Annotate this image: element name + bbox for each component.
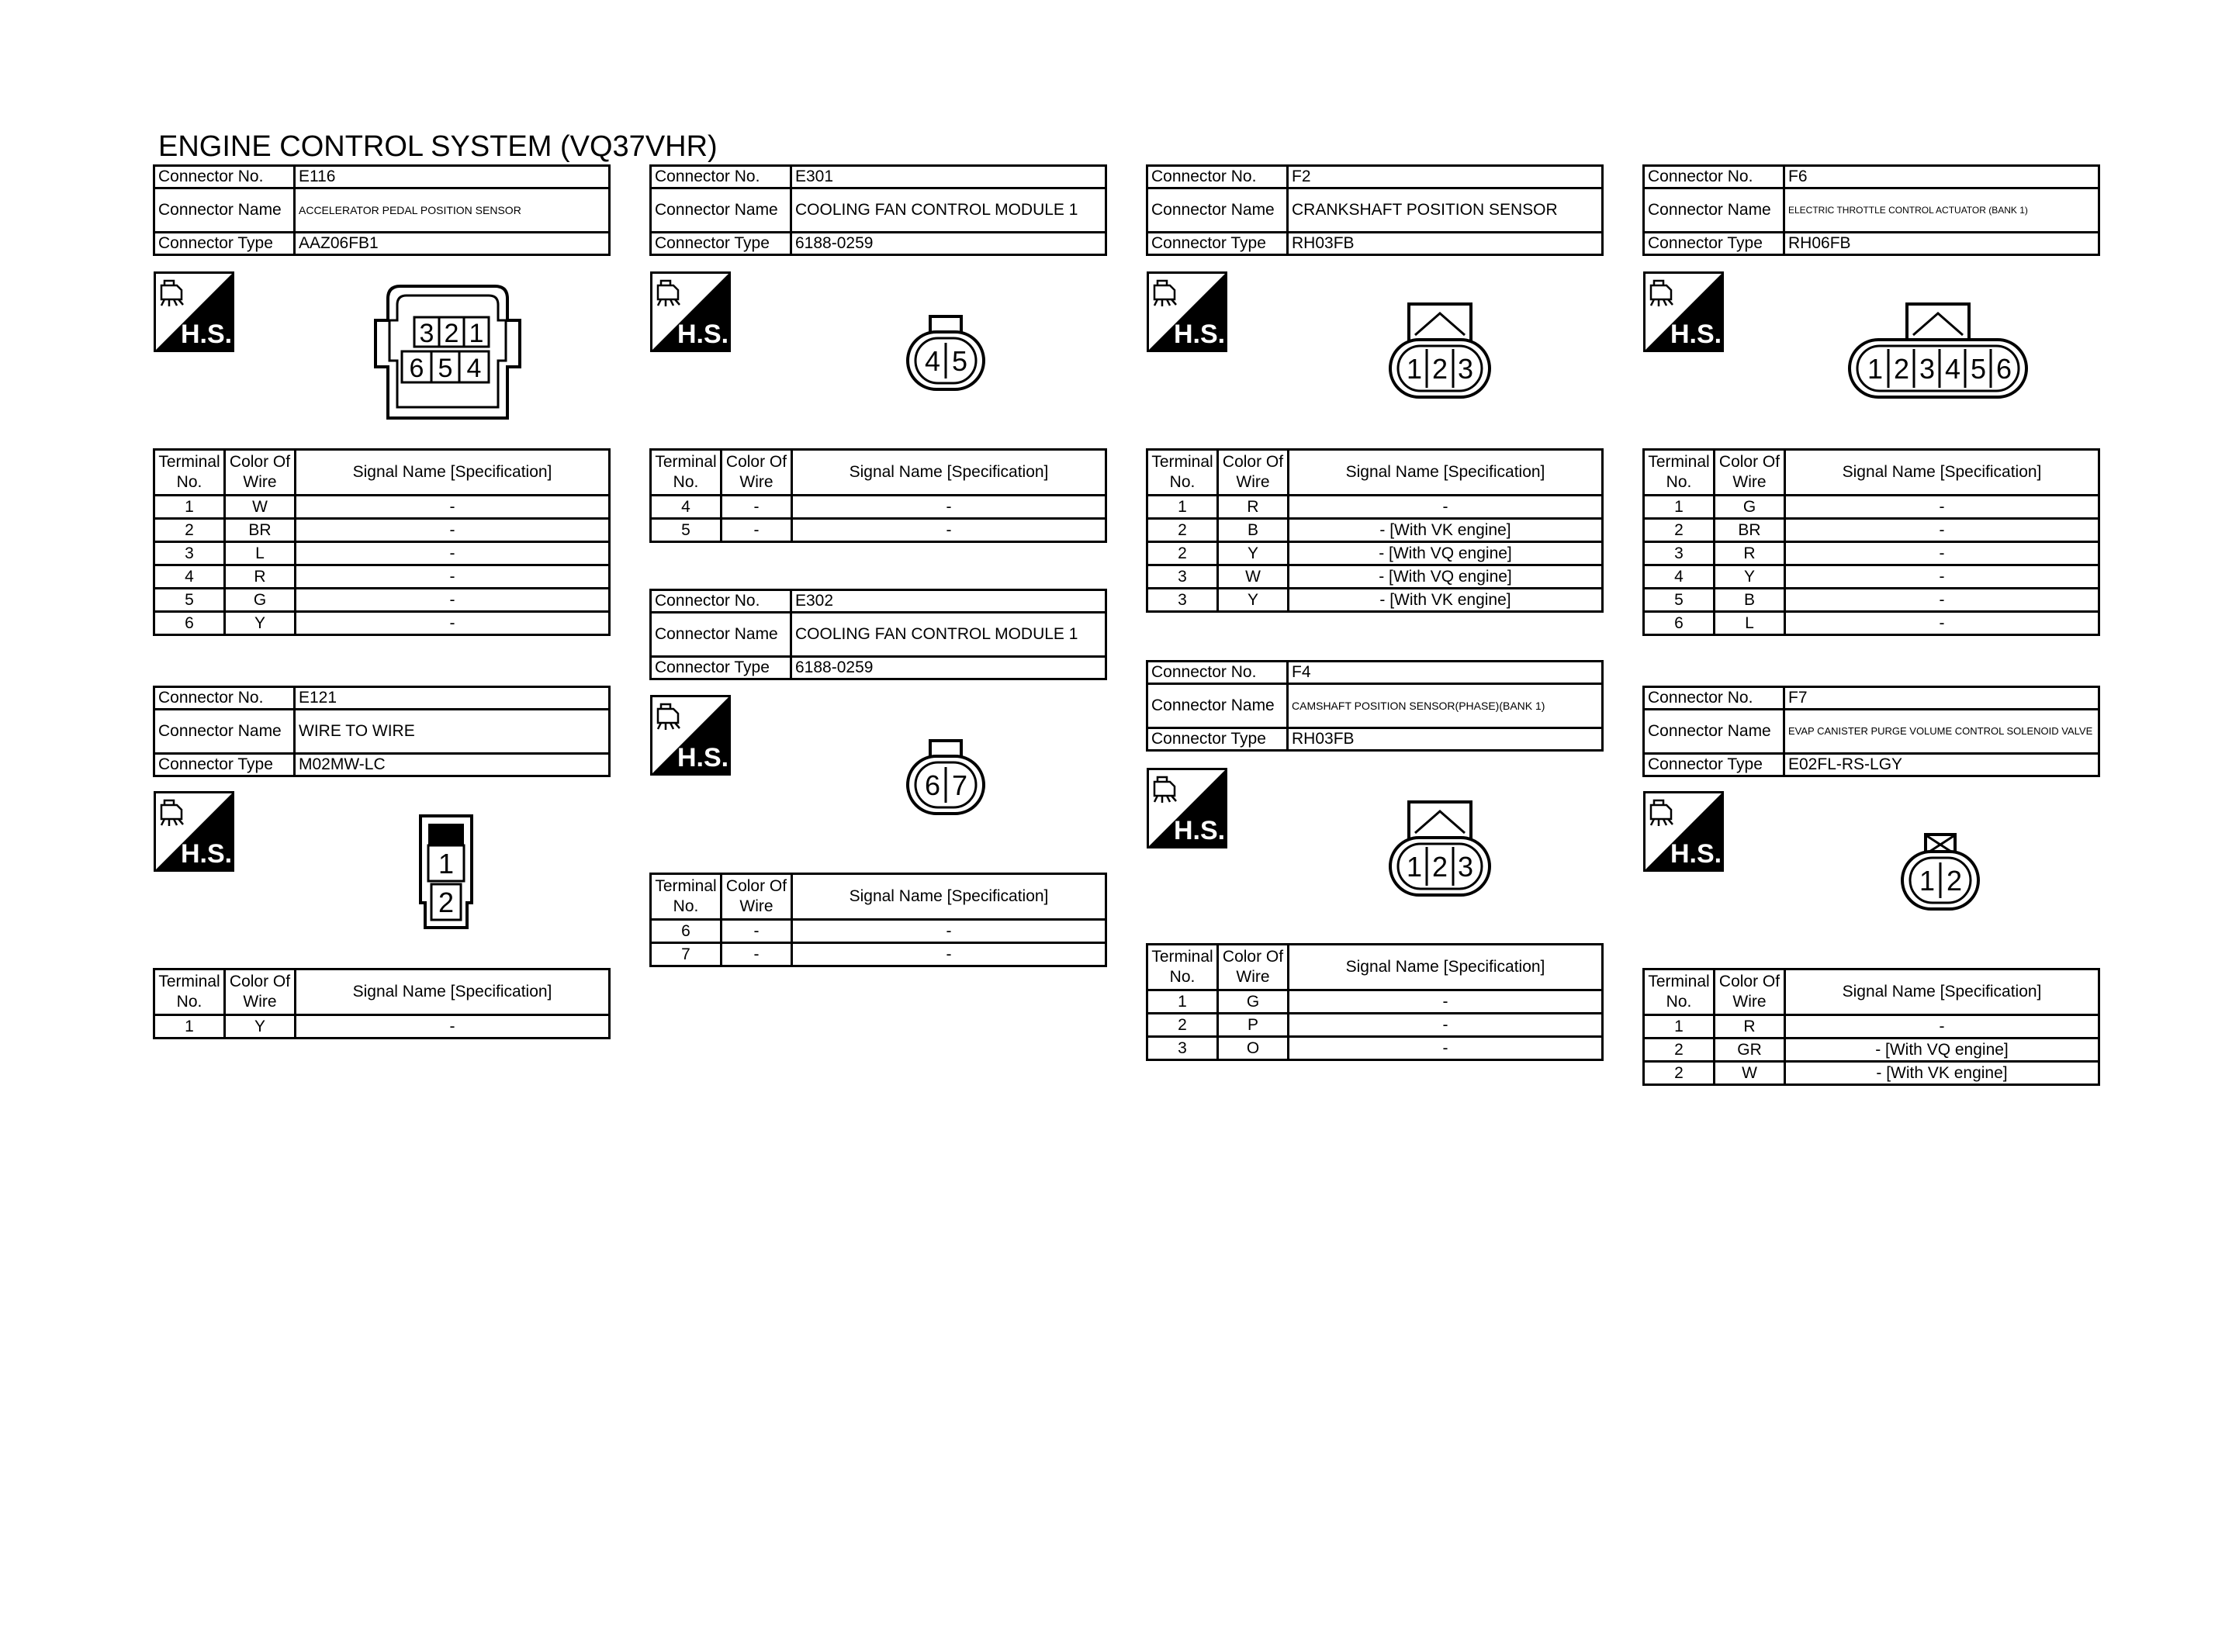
connector-type-value: RH03FB <box>1288 728 1603 751</box>
signal-header: Signal Name [Specification] <box>792 874 1106 920</box>
pin-label: 2 <box>444 319 459 348</box>
table-row: 5 G - <box>154 589 610 612</box>
pin-label: 3 <box>1457 353 1474 385</box>
signal-header: Signal Name [Specification] <box>1785 969 2099 1015</box>
connector-type-value: 6188-0259 <box>791 233 1106 255</box>
table-row: 1 W - <box>154 496 610 519</box>
harness-side-icon <box>650 695 731 776</box>
connector-name-label: Connector Name <box>1147 684 1288 728</box>
connector-header-e121 <box>153 686 611 777</box>
connector-face-e302 <box>905 738 987 817</box>
table-row: 2 BR - <box>154 519 610 542</box>
connector-name-label: Connector Name <box>651 613 791 657</box>
pin-label: 2 <box>1893 353 1910 385</box>
table-row: 7 - - <box>651 943 1106 966</box>
connector-type-label: Connector Type <box>1147 233 1288 255</box>
connector-no-value: E301 <box>791 166 1106 188</box>
connector-type-value: M02MW-LC <box>295 754 610 776</box>
harness-side-icon <box>154 791 234 872</box>
terminal-header: Terminal No. <box>1147 945 1218 990</box>
table-row: 6 Y - <box>154 612 610 635</box>
table-row: 5 B - <box>1644 589 2099 612</box>
wire-color-header: Color Of Wire <box>722 874 792 920</box>
table-row: 1 R - <box>1644 1015 2099 1039</box>
signal-header: Signal Name [Specification] <box>1785 450 2099 496</box>
connector-type-label: Connector Type <box>154 754 295 776</box>
connector-type-value: RH06FB <box>1784 233 2099 255</box>
connector-type-value: RH03FB <box>1288 233 1603 255</box>
table-row: 4 R - <box>154 565 610 589</box>
connector-name-value: ACCELERATOR PEDAL POSITION SENSOR <box>295 188 610 233</box>
pin-label: 1 <box>1406 353 1423 385</box>
connector-name-value: COOLING FAN CONTROL MODULE 1 <box>791 188 1106 233</box>
table-row: 2 GR - [With VQ engine] <box>1644 1039 2099 1062</box>
connector-header-f6 <box>1642 164 2100 256</box>
connector-type-value: E02FL-RS-LGY <box>1784 754 2099 776</box>
connector-type-label: Connector Type <box>1644 754 1784 776</box>
harness-side-icon <box>650 271 731 352</box>
terminal-header: Terminal No. <box>1644 969 1715 1015</box>
signal-header: Signal Name [Specification] <box>1289 450 1603 496</box>
terminal-header: Terminal No. <box>154 450 225 496</box>
signal-header: Signal Name [Specification] <box>1289 945 1603 990</box>
terminal-header: Terminal No. <box>1644 450 1715 496</box>
connector-no-label: Connector No. <box>154 687 295 710</box>
table-row: 1 Y - <box>154 1015 610 1039</box>
wire-color-header: Color Of Wire <box>1218 945 1289 990</box>
connector-header-e302 <box>649 589 1107 680</box>
page-title: ENGINE CONTROL SYSTEM (VQ37VHR) <box>158 130 718 163</box>
pin-label: 2 <box>438 886 455 918</box>
connector-type-value: 6188-0259 <box>791 657 1106 679</box>
terminal-header: Terminal No. <box>651 450 722 496</box>
connector-header-f2 <box>1146 164 1604 256</box>
connector-type-value: AAZ06FB1 <box>295 233 610 255</box>
terminal-table-e301 <box>649 448 1107 543</box>
pin-label: 6 <box>1995 353 2012 385</box>
harness-side-icon <box>1147 271 1227 352</box>
pin-label: 1 <box>469 319 484 348</box>
terminal-table-e302 <box>649 873 1107 967</box>
connector-no-value: E121 <box>295 687 610 710</box>
pin-label: 3 <box>1457 851 1474 883</box>
connector-name-value: ELECTRIC THROTTLE CONTROL ACTUATOR (BANK 1) <box>1784 188 2099 233</box>
table-row: 1 G - <box>1147 990 1603 1014</box>
connector-no-label: Connector No. <box>651 166 791 188</box>
terminal-table-e121 <box>153 968 611 1039</box>
table-row: 2 BR - <box>1644 519 2099 542</box>
harness-side-icon <box>1643 791 1724 872</box>
connector-name-value: CAMSHAFT POSITION SENSOR(PHASE)(BANK 1) <box>1288 684 1603 728</box>
table-row: 3 R - <box>1644 542 2099 565</box>
pin-label: 1 <box>1867 353 1884 385</box>
pin-label: 4 <box>924 345 941 377</box>
pin-label: 4 <box>466 354 482 383</box>
harness-side-icon <box>154 271 234 352</box>
connector-face-f4 <box>1387 799 1493 900</box>
connector-face-f6 <box>1846 301 2030 402</box>
connector-no-value: E302 <box>791 590 1106 613</box>
table-row: 4 - - <box>651 496 1106 519</box>
table-row: 2 W - [With VK engine] <box>1644 1062 2099 1085</box>
table-row: 5 - - <box>651 519 1106 542</box>
terminal-table-e116 <box>153 448 611 636</box>
table-row: 1 G - <box>1644 496 2099 519</box>
connector-name-label: Connector Name <box>154 710 295 754</box>
connector-no-value: F4 <box>1288 662 1603 684</box>
connector-face-f2 <box>1387 301 1493 402</box>
pin-label: 4 <box>1944 353 1961 385</box>
terminal-table-f6 <box>1642 448 2100 636</box>
connector-no-value: E116 <box>295 166 610 188</box>
pin-label: 3 <box>419 319 434 348</box>
connector-name-label: Connector Name <box>651 188 791 233</box>
pin-label: 5 <box>438 354 453 383</box>
connector-no-value: F2 <box>1288 166 1603 188</box>
connector-name-value: COOLING FAN CONTROL MODULE 1 <box>791 613 1106 657</box>
terminal-header: Terminal No. <box>1147 450 1218 496</box>
connector-header-f7 <box>1642 686 2100 777</box>
connector-face-f7 <box>1899 831 1981 914</box>
pin-label: 1 <box>438 848 455 880</box>
connector-type-label: Connector Type <box>154 233 295 255</box>
connector-no-label: Connector No. <box>1644 166 1784 188</box>
connector-face-e121 <box>417 813 476 931</box>
table-row: 3 O - <box>1147 1037 1603 1060</box>
pin-label: 5 <box>951 345 968 377</box>
wire-color-header: Color Of Wire <box>1218 450 1289 496</box>
connector-no-label: Connector No. <box>1644 687 1784 710</box>
table-row: 3 Y - [With VK engine] <box>1147 589 1603 612</box>
connector-type-label: Connector Type <box>1147 728 1288 751</box>
terminal-header: Terminal No. <box>154 969 225 1015</box>
table-row: 3 L - <box>154 542 610 565</box>
terminal-table-f2 <box>1146 448 1604 613</box>
table-row: 6 L - <box>1644 612 2099 635</box>
wire-color-header: Color Of Wire <box>1715 969 1785 1015</box>
wire-color-header: Color Of Wire <box>722 450 792 496</box>
wire-color-header: Color Of Wire <box>225 450 296 496</box>
connector-name-label: Connector Name <box>1147 188 1288 233</box>
connector-no-value: F6 <box>1784 166 2099 188</box>
table-row: 2 Y - [With VQ engine] <box>1147 542 1603 565</box>
pin-label: 6 <box>924 769 941 801</box>
connector-name-label: Connector Name <box>1644 710 1784 754</box>
pin-label: 7 <box>951 769 968 801</box>
wire-color-header: Color Of Wire <box>225 969 296 1015</box>
signal-header: Signal Name [Specification] <box>296 969 610 1015</box>
terminal-table-f4 <box>1146 943 1604 1061</box>
harness-side-icon <box>1147 768 1227 848</box>
connector-name-value: WIRE TO WIRE <box>295 710 610 754</box>
table-row: 2 B - [With VK engine] <box>1147 519 1603 542</box>
terminal-table-f7 <box>1642 968 2100 1086</box>
connector-header-e301 <box>649 164 1107 256</box>
connector-header-e116 <box>153 164 611 256</box>
wire-color-header: Color Of Wire <box>1715 450 1785 496</box>
signal-header: Signal Name [Specification] <box>792 450 1106 496</box>
pin-label: 6 <box>409 354 424 383</box>
table-row: 2 P - <box>1147 1014 1603 1037</box>
pin-label: 1 <box>1919 865 1936 897</box>
harness-side-icon <box>1643 271 1724 352</box>
connector-header-f4 <box>1146 660 1604 752</box>
connector-no-label: Connector No. <box>1147 662 1288 684</box>
signal-header: Signal Name [Specification] <box>296 450 610 496</box>
connector-type-label: Connector Type <box>651 233 791 255</box>
table-row: 1 R - <box>1147 496 1603 519</box>
table-row: 4 Y - <box>1644 565 2099 589</box>
table-row: 6 - - <box>651 920 1106 943</box>
connector-type-label: Connector Type <box>651 657 791 679</box>
pin-label: 2 <box>1431 851 1448 883</box>
connector-no-label: Connector No. <box>1147 166 1288 188</box>
connector-name-label: Connector Name <box>1644 188 1784 233</box>
pin-label: 1 <box>1406 851 1423 883</box>
connector-face-e301 <box>905 313 987 392</box>
pin-label: 3 <box>1919 353 1936 385</box>
connector-no-label: Connector No. <box>651 590 791 613</box>
connector-name-value: CRANKSHAFT POSITION SENSOR <box>1288 188 1603 233</box>
pin-label: 2 <box>1431 353 1448 385</box>
connector-no-value: F7 <box>1784 687 2099 710</box>
connector-name-label: Connector Name <box>154 188 295 233</box>
pin-label: 5 <box>1970 353 1987 385</box>
connector-type-label: Connector Type <box>1644 233 1784 255</box>
connector-name-value: EVAP CANISTER PURGE VOLUME CONTROL SOLENOID VALVE <box>1784 710 2099 754</box>
pin-label: 2 <box>1946 865 1963 897</box>
table-row: 3 W - [With VQ engine] <box>1147 565 1603 589</box>
terminal-header: Terminal No. <box>651 874 722 920</box>
connector-face-e116 <box>366 283 529 421</box>
connector-no-label: Connector No. <box>154 166 295 188</box>
